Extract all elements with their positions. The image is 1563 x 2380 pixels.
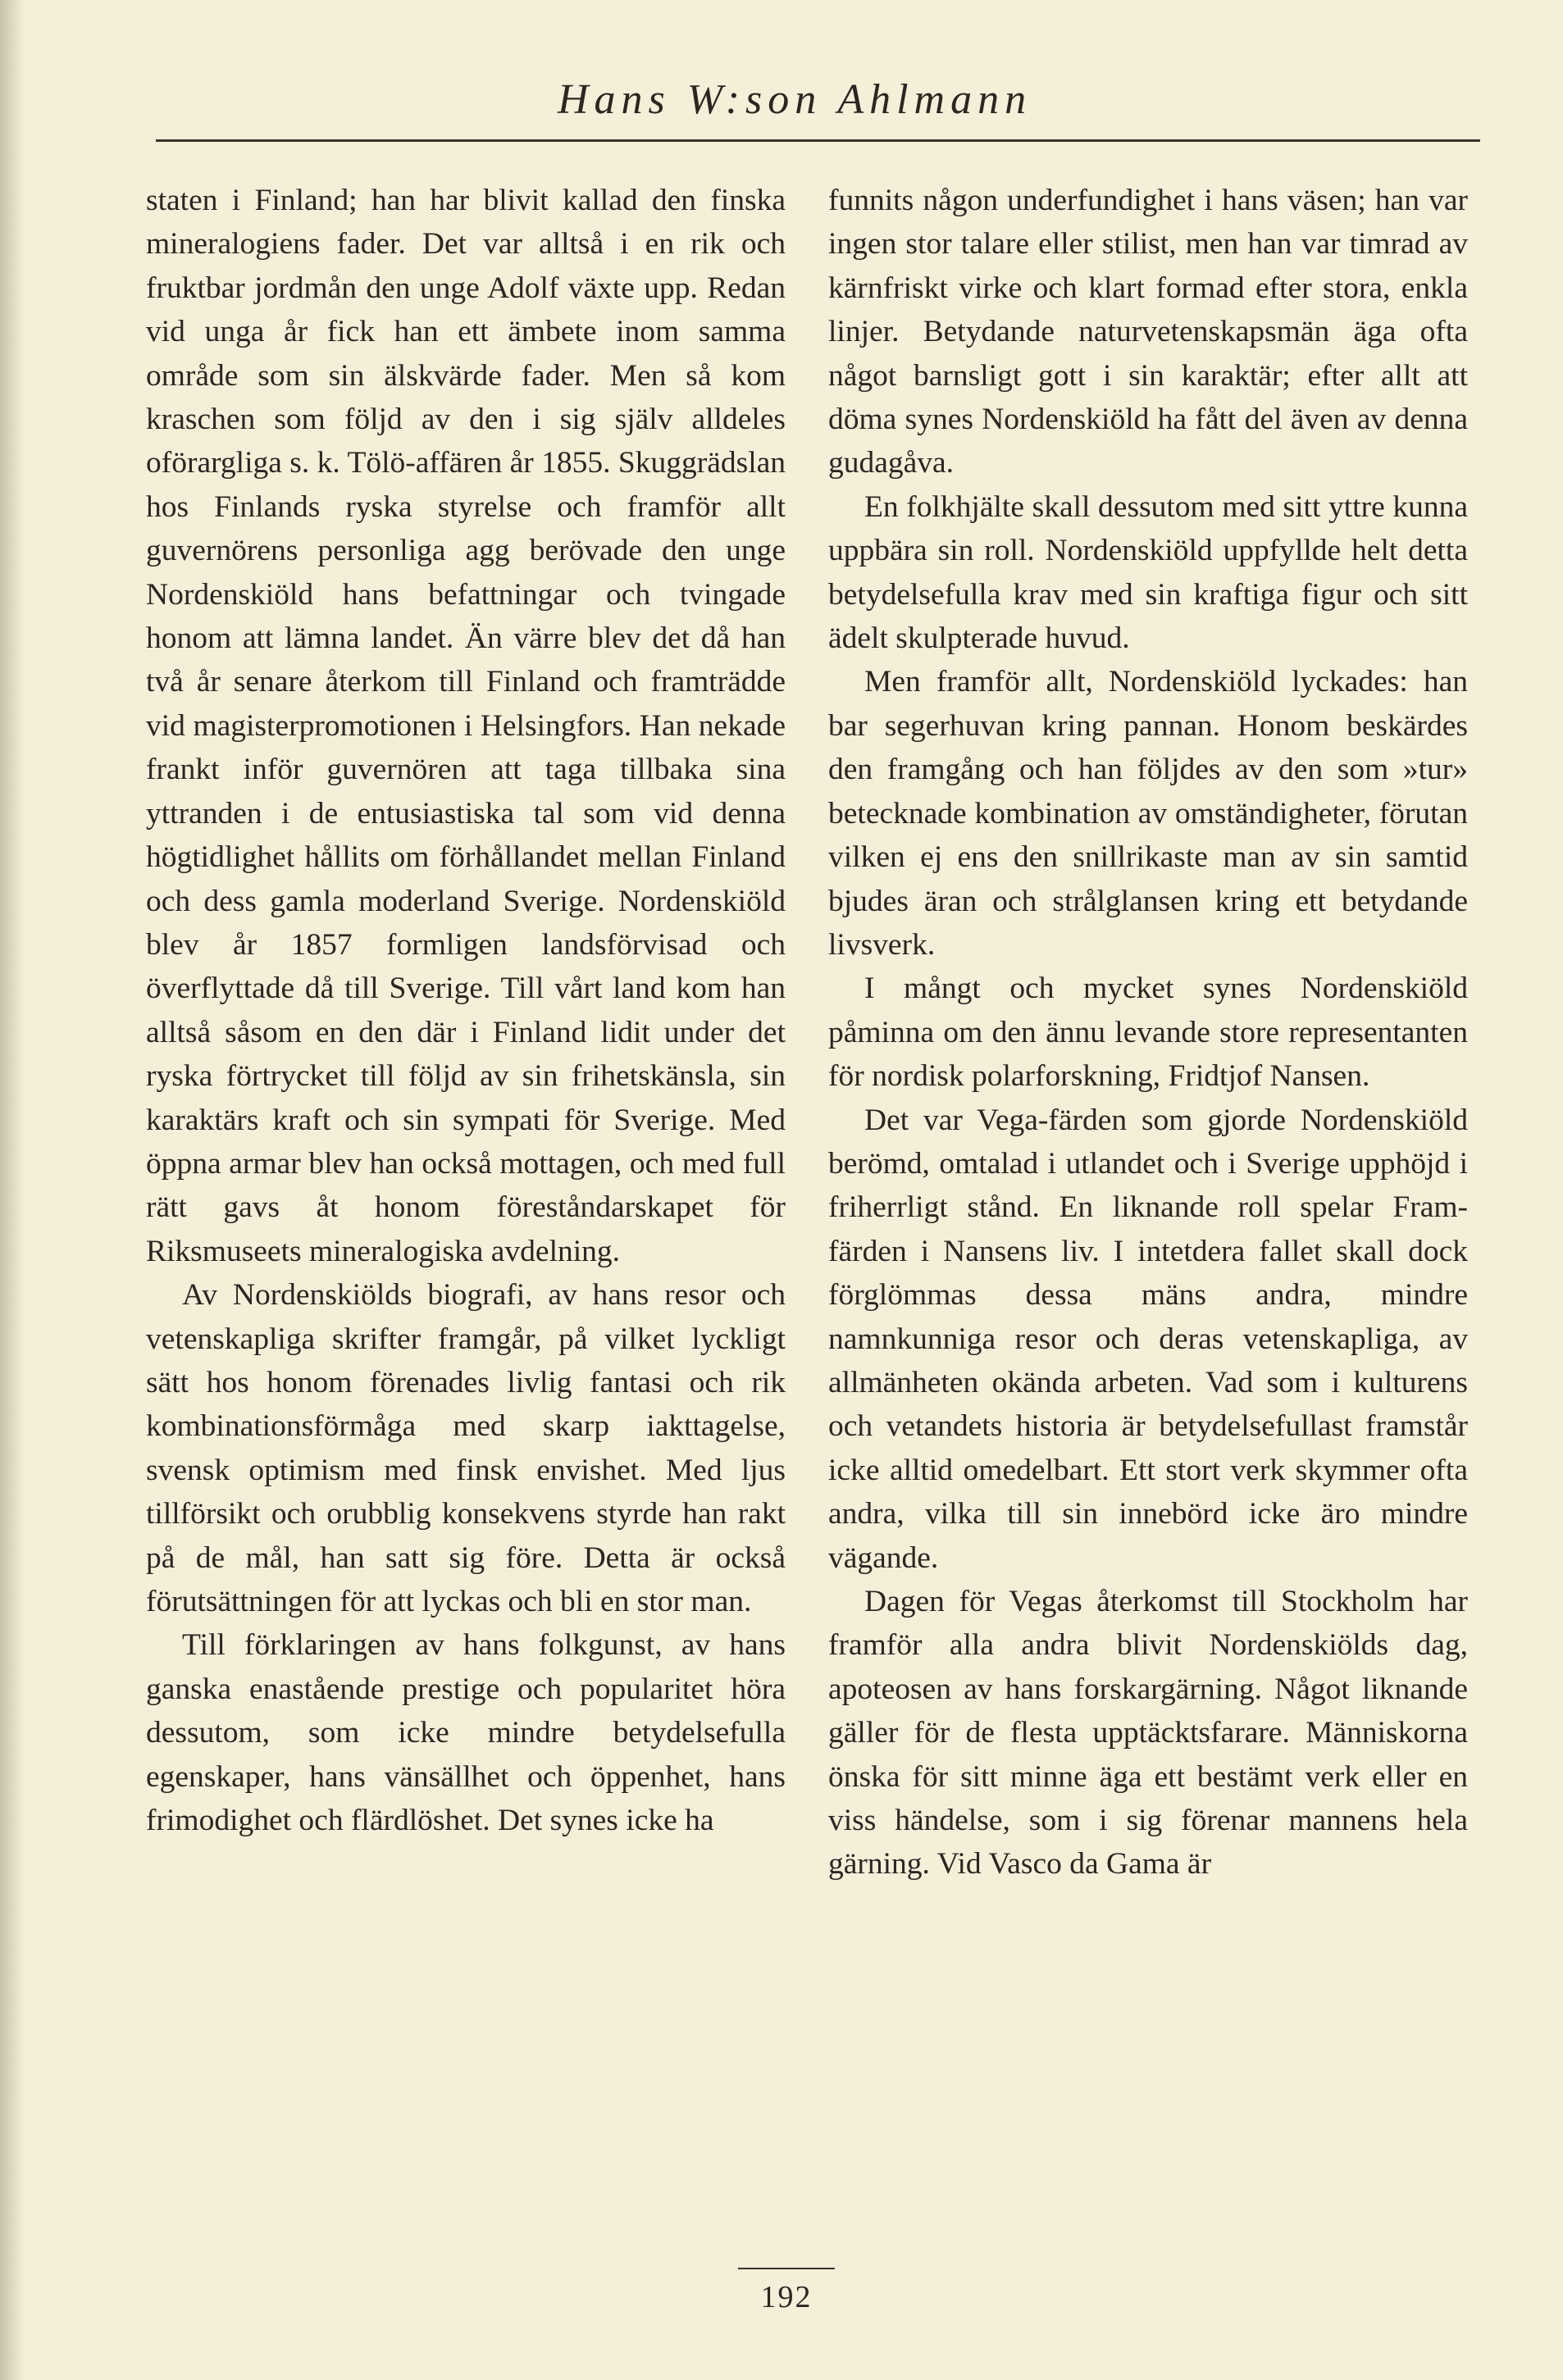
paragraph: Dagen för Vegas återkomst till Stockholm har framför alla andra blivit Nordenskiölds dag, apoteosen av hans forskargärning. Något liknande gäller för de flesta upptäcktsfarare. Människorna önska för sitt minne äga ett bestämt verk eller en viss händelse, som i sig förenar mannens hela gärning. Vid Vasco da Gama är: [828, 1585, 1468, 1882]
paragraph: Till förklaringen av hans folkgunst, av hans ganska enastående prestige och popularitet höra dessutom, som icke mindre betydelsefulla egenskaper, hans vänsällhet och öppenhet, hans frimodighet och flärdlöshet. Det synes icke ha: [146, 1628, 786, 1838]
paragraph: staten i Finland; han har blivit kallad den finska mineralogiens fader. Det var alltså i en rik och fruktbar jordmån den unge Adolf växte upp. Redan vid unga år fick han ett ämbete inom samma område som sin älskvärde fader. Men så kom kraschen som följd av den i sig själv alldeles oförargliga s. k. Tölö-affären år 1855. Skuggrädslan hos Finlands ryska styrelse och framför allt guvernörens personliga agg berövade den unge Nordenskiöld hans befattningar och tvingade honom att lämna landet. Än värre blev det då han två år senare återkom till Finland och framträdde vid magisterpromotionen i Helsingfors. Han nekade frankt inför guvernören att taga tillbaka sina yttranden i de entusiastiska tal som vid denna högtidlighet hållits om förhållandet mellan Finland och dess gamla moderland Sverige. Nordenskiöld blev år 1857 formligen landsförvisad och överflyttade då till Sverige. Till vårt land kom han alltså såsom en den där i Finland lidit under det ryska förtrycket till följd av sin frihetskänsla, sin karaktärs kraft och sin sympati för Sverige. Med öppna armar blev han också mottagen, och med full rätt gavs åt honom föreståndarskapet för Riksmuseets mineralogiska avdelning.: [146, 184, 786, 1268]
scan-binding-edge: [0, 0, 25, 2380]
header-rule: [156, 139, 1480, 142]
running-header: Hans W:son Ahlmann: [558, 76, 1032, 123]
paragraph: Av Nordenskiölds biografi, av hans resor och vetenskapliga skrifter framgår, på vilket lyckligt sätt hos honom förenades livlig fantasi och rik kombinationsförmåga med skarp iakttagelse, svensk optimism med finsk envishet. Med ljus tillförsikt och orubblig konsekvens styrde han rakt på de mål, han satt sig före. Detta är också förutsättningen för att lyckas och bli en stor man.: [146, 1278, 786, 1618]
right-column: [828, 179, 1468, 1886]
paragraph: Det var Vega-färden som gjorde Nordenskiöld berömd, omtalad i utlandet och i Sverige upphöjd i friherrligt stånd. En liknande roll spelar Fram-färden i Nansens liv. I intetdera fallet skall dock förglömmas dessa mäns andra, mindre namnkunniga resor och deras vetenskapliga, av allmänheten okända arbeten. Vad som i kulturens och vetandets historia är betydelsefullast framstår icke alltid omedelbart. Ett stort verk skymmer ofta andra, vilka till sin innebörd icke äro mindre vägande.: [828, 1103, 1468, 1575]
footer-rule: [738, 2268, 835, 2269]
page-number: 192: [760, 2280, 813, 2314]
paragraph: funnits någon underfundighet i hans väsen; han var ingen stor talare eller stilist, men han var timrad av kärnfriskt virke och klart formad efter stora, enkla linjer. Betydande naturvetenskapsmän äga ofta något barnsligt gott i sin karaktär; efter allt att döma synes Nordenskiöld ha fått del även av denna gudagåva.: [828, 184, 1468, 480]
left-column: [146, 179, 786, 1842]
paragraph: En folkhjälte skall dessutom med sitt yttre kunna uppbära sin roll. Nordenskiöld uppfyllde helt detta betydelsefulla krav med sin kraftiga figur och sitt ädelt skulpterade huvud.: [828, 489, 1468, 656]
paragraph: Men framför allt, Nordenskiöld lyckades: han bar segerhuvan kring pannan. Honom beskärdes den framgång och han följdes av den som »tur» betecknade kombination av omständigheter, förutan vilken ej ens den snillrikaste man av sin samtid bjudes äran och strålglansen kring ett betydande livsverk.: [828, 665, 1468, 962]
paragraph: I mångt och mycket synes Nordenskiöld påminna om den ännu levande store representanten för nordisk polarforskning, Fridtjof Nansen.: [828, 972, 1468, 1094]
